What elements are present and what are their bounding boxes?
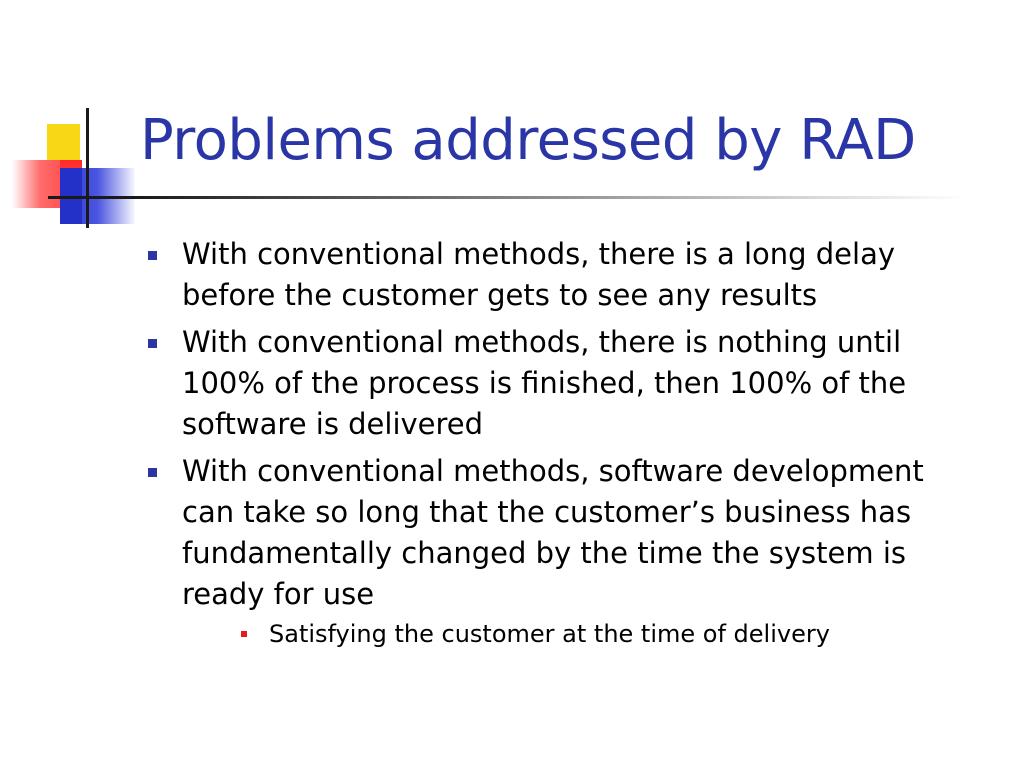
logo-vertical-line bbox=[86, 108, 89, 228]
square-bullet-icon bbox=[148, 339, 157, 348]
slide-title: Problems addressed by RAD bbox=[140, 108, 916, 173]
square-bullet-icon bbox=[148, 468, 157, 477]
title-underline bbox=[48, 196, 968, 199]
bullet-item-1 bbox=[140, 234, 970, 316]
logo-yellow-square bbox=[47, 124, 80, 160]
bullet-text: With conventional methods, software development can take so long that the customer’s business has fundamentally changed by the time the system is ready for use bbox=[182, 454, 924, 611]
bullet-item-2 bbox=[140, 322, 970, 445]
bullet-text: With conventional methods, there is nothing until 100% of the process is finished, then 100% of the software is delivered bbox=[182, 325, 907, 441]
bullet-text: With conventional methods, there is a long delay before the customer gets to see any results bbox=[182, 237, 896, 312]
small-square-bullet-icon bbox=[241, 631, 247, 637]
sub-bullet-item-1 bbox=[182, 615, 970, 653]
slide-logo-graphic bbox=[0, 0, 140, 240]
bullet-item-3 bbox=[140, 451, 970, 653]
slide-content bbox=[140, 234, 970, 659]
sub-bullet-text: Satisfying the customer at the time of delivery bbox=[269, 620, 830, 648]
sub-bullet-list bbox=[182, 615, 970, 653]
bullet-list bbox=[140, 234, 970, 653]
square-bullet-icon bbox=[148, 251, 157, 260]
